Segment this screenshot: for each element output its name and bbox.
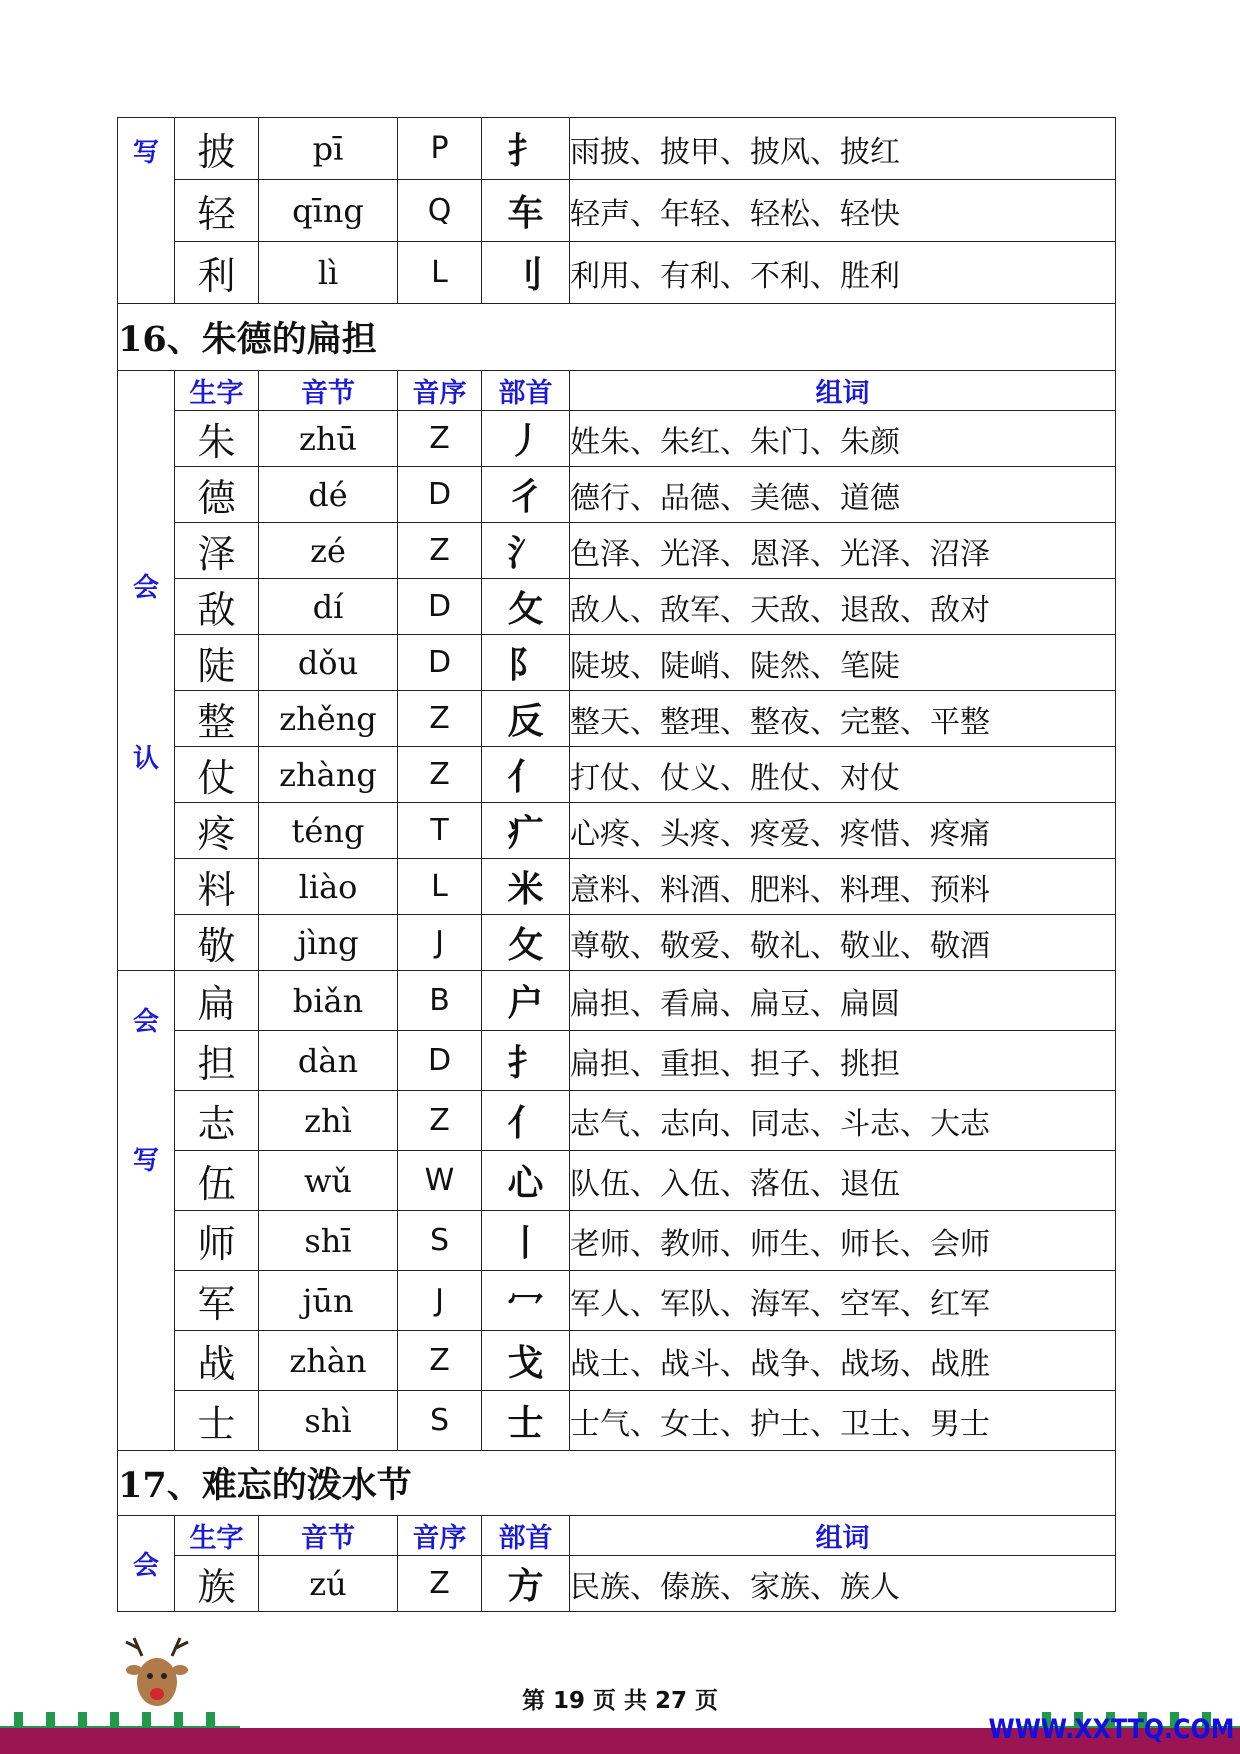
col-header-radical: 部首 [482,371,570,411]
words-cell: 陡坡、陡峭、陡然、笔陡 [570,635,1116,691]
site-watermark: WWW.XXTTQ.COM [988,1714,1234,1745]
col-header-radical: 部首 [482,1516,570,1556]
words-cell: 整天、整理、整夜、完整、平整 [570,691,1116,747]
order-cell: D [398,1031,482,1091]
order-cell: Q [398,180,482,242]
order-cell: Z [398,1091,482,1151]
pinyin-cell: zhàng [259,747,398,803]
table-row [118,411,1116,467]
pinyin-cell: zhàn [259,1331,398,1391]
col-header-pinyin: 音节 [259,1516,398,1556]
col-header-words: 组词 [570,1516,1116,1556]
table-row [118,635,1116,691]
char-cell: 敬 [175,915,259,971]
char-cell: 志 [175,1091,259,1151]
radical-cell: 反 [482,691,570,747]
table-row [118,803,1116,859]
pinyin-cell: shī [259,1211,398,1271]
table-row [118,1091,1116,1151]
pinyin-cell: qīng [259,180,398,242]
radical-cell: 攵 [482,915,570,971]
table-row [118,180,1116,242]
words-cell: 士气、女士、护士、卫士、男士 [570,1391,1116,1451]
order-cell: D [398,635,482,691]
order-cell: T [398,803,482,859]
col-header-words: 组词 [570,371,1116,411]
char-cell: 轻 [175,180,259,242]
header-row [118,1516,1116,1556]
group-label-read: 会 [118,1516,175,1612]
pinyin-cell: jìng [259,915,398,971]
radical-cell: 冖 [482,1271,570,1331]
lesson-16-title: 16、朱德的扁担 [118,304,1116,371]
words-cell: 志气、志向、同志、斗志、大志 [570,1091,1116,1151]
pinyin-cell: biǎn [259,971,398,1031]
char-cell: 整 [175,691,259,747]
char-cell: 师 [175,1211,259,1271]
words-cell: 姓朱、朱红、朱门、朱颜 [570,411,1116,467]
table-row [118,242,1116,304]
words-cell: 军人、军队、海军、空军、红军 [570,1271,1116,1331]
radical-cell: 米 [482,859,570,915]
radical-cell: 疒 [482,803,570,859]
radical-cell: 亻 [482,747,570,803]
pinyin-cell: pī [259,118,398,180]
pinyin-cell: dí [259,579,398,635]
words-cell: 尊敬、敬爱、敬礼、敬业、敬酒 [570,915,1116,971]
char-cell: 朱 [175,411,259,467]
char-cell: 利 [175,242,259,304]
table-row [118,1271,1116,1331]
words-cell: 雨披、披甲、披风、披红 [570,118,1116,180]
table-row [118,915,1116,971]
page-number: 第 19 页 共 27 页 [521,1688,719,1714]
radical-cell: 阝 [482,635,570,691]
pinyin-cell: lì [259,242,398,304]
radical-cell: 扌 [482,1031,570,1091]
char-cell: 士 [175,1391,259,1451]
radical-cell: 士 [482,1391,570,1451]
group-label-write: 会 写 [118,971,175,1451]
words-cell: 扁担、重担、担子、挑担 [570,1031,1116,1091]
col-header-char: 生字 [175,371,259,411]
group-label-write: 写 [118,118,175,304]
order-cell: Z [398,691,482,747]
radical-cell: 攵 [482,579,570,635]
order-cell: S [398,1211,482,1271]
words-cell: 意料、料酒、肥料、料理、预料 [570,859,1116,915]
radical-cell: 戈 [482,1331,570,1391]
radical-cell: 刂 [482,242,570,304]
order-cell: J [398,1271,482,1331]
order-cell: D [398,467,482,523]
table-row [118,579,1116,635]
order-cell: Z [398,1556,482,1612]
order-cell: L [398,242,482,304]
char-cell: 德 [175,467,259,523]
char-cell: 疼 [175,803,259,859]
radical-cell: 亻 [482,1091,570,1151]
col-header-order: 音序 [398,1516,482,1556]
pinyin-cell: shì [259,1391,398,1451]
order-cell: W [398,1151,482,1211]
char-cell: 泽 [175,523,259,579]
char-cell: 担 [175,1031,259,1091]
lesson-17-title: 17、难忘的泼水节 [118,1451,1116,1516]
radical-cell: 扌 [482,118,570,180]
order-cell: Z [398,523,482,579]
pinyin-cell: dàn [259,1031,398,1091]
table-row [118,467,1116,523]
char-cell: 披 [175,118,259,180]
char-cell: 族 [175,1556,259,1612]
order-cell: J [398,915,482,971]
table-row [118,1331,1116,1391]
table-row [118,523,1116,579]
pinyin-cell: dé [259,467,398,523]
words-cell: 队伍、入伍、落伍、退伍 [570,1151,1116,1211]
pinyin-cell: zé [259,523,398,579]
radical-cell: 户 [482,971,570,1031]
table-row [118,859,1116,915]
words-cell: 德行、品德、美德、道德 [570,467,1116,523]
pinyin-cell: jūn [259,1271,398,1331]
words-cell: 打仗、仗义、胜仗、对仗 [570,747,1116,803]
table-row [118,1151,1116,1211]
section-row [118,304,1116,371]
pinyin-cell: zhū [259,411,398,467]
radical-cell: 丿 [482,411,570,467]
radical-cell: 丨 [482,1211,570,1271]
words-cell: 利用、有利、不利、胜利 [570,242,1116,304]
order-cell: B [398,971,482,1031]
words-cell: 心疼、头疼、疼爱、疼惜、疼痛 [570,803,1116,859]
pinyin-cell: wǔ [259,1151,398,1211]
words-cell: 扁担、看扁、扁豆、扁圆 [570,971,1116,1031]
table-row [118,1391,1116,1451]
radical-cell: 车 [482,180,570,242]
group-label-read: 会 认 [118,371,175,971]
radical-cell: 彳 [482,467,570,523]
char-cell: 伍 [175,1151,259,1211]
pinyin-cell: zhěng [259,691,398,747]
char-cell: 料 [175,859,259,915]
col-header-char: 生字 [175,1516,259,1556]
order-cell: Z [398,1331,482,1391]
table-row [118,747,1116,803]
order-cell: D [398,579,482,635]
col-header-pinyin: 音节 [259,371,398,411]
char-cell: 扁 [175,971,259,1031]
table-row [118,1031,1116,1091]
words-cell: 民族、傣族、家族、族人 [570,1556,1116,1612]
table-row [118,1211,1116,1271]
words-cell: 敌人、敌军、天敌、退敌、敌对 [570,579,1116,635]
order-cell: Z [398,747,482,803]
vocabulary-table [117,117,1116,1612]
order-cell: S [398,1391,482,1451]
pinyin-cell: dǒu [259,635,398,691]
table-row [118,691,1116,747]
radical-cell: 方 [482,1556,570,1612]
table-row [118,1556,1116,1612]
radical-cell: 氵 [482,523,570,579]
pinyin-cell: zhì [259,1091,398,1151]
pinyin-cell: zú [259,1556,398,1612]
order-cell: L [398,859,482,915]
col-header-order: 音序 [398,371,482,411]
order-cell: P [398,118,482,180]
order-cell: Z [398,411,482,467]
char-cell: 军 [175,1271,259,1331]
words-cell: 轻声、年轻、轻松、轻快 [570,180,1116,242]
words-cell: 色泽、光泽、恩泽、光泽、沼泽 [570,523,1116,579]
pinyin-cell: téng [259,803,398,859]
char-cell: 仗 [175,747,259,803]
table-row [118,971,1116,1031]
char-cell: 陡 [175,635,259,691]
pinyin-cell: liào [259,859,398,915]
words-cell: 战士、战斗、战争、战场、战胜 [570,1331,1116,1391]
char-cell: 战 [175,1331,259,1391]
radical-cell: 心 [482,1151,570,1211]
section-row [118,1451,1116,1516]
char-cell: 敌 [175,579,259,635]
table-row [118,118,1116,180]
header-row [118,371,1116,411]
words-cell: 老师、教师、师生、师长、会师 [570,1211,1116,1271]
